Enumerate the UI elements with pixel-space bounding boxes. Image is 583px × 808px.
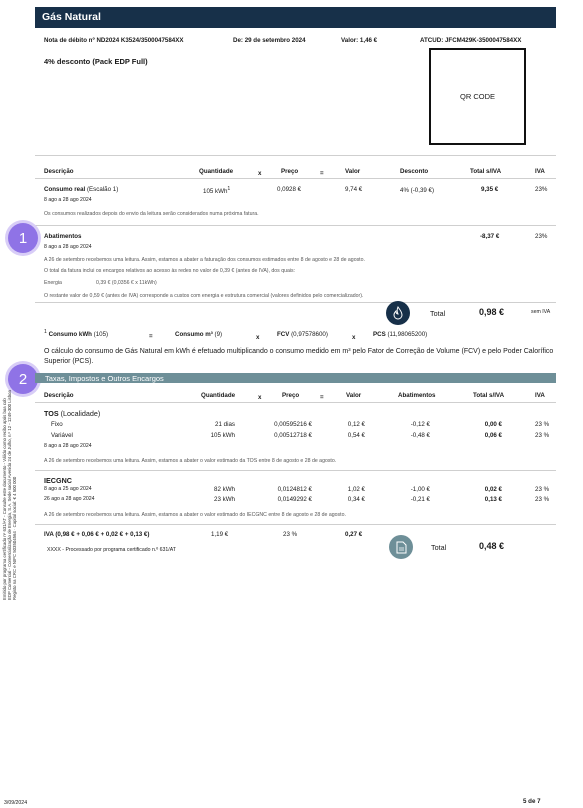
abatimentos-label: Abatimentos [44, 233, 82, 240]
formula-x1: x [256, 334, 260, 341]
consumo-discount: 4% (-0,39 €) [400, 187, 435, 194]
iecgnc-r1-abat: -1,00 € [410, 486, 430, 493]
iecgnc-r2-price: 0,0149292 € [277, 496, 312, 503]
tos-var-value: 0,54 € [347, 432, 365, 439]
abatimentos-iva: 23% [535, 233, 548, 240]
col-value: Valor [345, 168, 361, 175]
tax-col-x: x [258, 394, 262, 401]
iecgnc-r1-price: 0,0124812 € [277, 486, 312, 493]
iecgnc-period-2: 26 ago a 28 ago 2024 [44, 496, 95, 502]
tax-col-qty: Quantidade [201, 392, 236, 399]
total-label: Total [430, 309, 446, 318]
iecgnc-r2-abat: -0,21 € [410, 496, 430, 503]
formula-explanation: O cálculo do consumo de Gás Natural em kWh é efetuado multiplicando o consumo medido em m³ pelo Fator de Correção de Volume (FCV) e pelo Poder Calorífico Superior (PCS). [44, 348, 554, 365]
tax-col-value: Valor [346, 392, 362, 399]
tax-col-iva: IVA [535, 392, 545, 399]
tos-var-iva: 23 % [535, 432, 550, 439]
tos-fixo-abat: -0,12 € [410, 421, 430, 428]
atcud-code: ATCUD: JFCM429K-3500047584XX [420, 37, 522, 44]
formula-m3: Consumo m³ (9) [175, 331, 223, 338]
grand-total-value: 0,48 € [479, 541, 505, 551]
marker-2: 2 [8, 364, 38, 394]
col-price: Preço [281, 168, 299, 175]
iecgnc-r1-total: 0,02 € [484, 486, 502, 493]
iva-rate: 23 % [283, 531, 298, 538]
iecgnc-label: IECGNC [44, 476, 72, 485]
legal-side-text [2, 390, 17, 600]
iecgnc-r1-iva: 23 % [535, 486, 550, 493]
abatimentos-total: -8,37 € [480, 233, 500, 240]
iva-label: IVA (0,98 € + 0,06 € + 0,02 € + 0,13 €) [44, 531, 150, 538]
consumo-note: Os consumos realizados depois do envio da leitura serão considerados numa próxima fatura. [44, 211, 259, 217]
flame-icon [386, 301, 410, 325]
col-x: x [258, 170, 262, 177]
certificate-note: XXXX - Processado por programa certificado n.º 631/AT [47, 547, 176, 553]
energia-label: Energia [44, 280, 62, 286]
abatimentos-period: 8 ago a 28 ago 2024 [44, 244, 92, 250]
tos-variavel: Variável [51, 432, 73, 439]
iva-value: 0,27 € [345, 531, 363, 538]
tos-var-qty: 105 kWh [210, 432, 235, 439]
tax-col-eq: = [320, 394, 324, 401]
tax-col-desc: Descrição [44, 392, 74, 399]
col-qty: Quantidade [199, 168, 234, 175]
tos-period: 8 ago a 28 ago 2024 [44, 443, 92, 449]
tax-col-abat: Abatimentos [398, 392, 436, 399]
tos-fixo-price: 0,00595216 € [274, 421, 312, 428]
tos-var-abat: -0,48 € [410, 432, 430, 439]
tos-label: TOS (Localidade) [44, 409, 101, 418]
iecgnc-note: A 26 de setembro recebemos uma leitura. Assim, estamos a abater o valor estimado do IECGNC entre 8 de agosto e 28 de agosto. [44, 512, 346, 518]
abatimentos-note-1: A 26 de setembro recebemos uma leitura. Assim, estamos a abater a faturação dos consumos estimados entre 8 de agosto e 28 de agosto. [44, 257, 365, 263]
consumo-qty: 105 kWh$^1$ [203, 186, 231, 196]
formula-eq: = [149, 333, 153, 340]
col-total: Total s/IVA [470, 168, 502, 175]
consumo-period: 8 ago a 28 ago 2024 [44, 197, 92, 203]
qr-label: QR CODE [459, 92, 495, 101]
abatimentos-note-3: O restante valor de 0,59 € (antes de IVA) corresponde a custos com energia e estrutura comercial (valores definidos pelo comercializador). [44, 293, 364, 299]
formula-pcs: PCS (11,98065200) [373, 331, 428, 338]
qr-code [429, 48, 526, 145]
col-eq: = [320, 170, 324, 177]
iecgnc-period-1: 8 ago a 25 ago 2024 [44, 486, 92, 492]
tos-fixo-total: 0,00 € [484, 421, 502, 428]
invoice-number: Nota de débito nº ND2024 K3524/3500047584XX [44, 37, 184, 44]
col-discount: Desconto [400, 168, 429, 175]
legal-line-3: Registo na CRC e NIPC 503504564 · Capital social: € 4 500 000 [12, 476, 17, 600]
invoice-date: De: 29 de setembro 2024 [233, 37, 306, 44]
iecgnc-r1-qty: 82 kWh [214, 486, 235, 493]
tax-col-total: Total s/IVA [473, 392, 505, 399]
consumo-iva: 23% [535, 186, 548, 193]
consumo-value: 9,74 € [345, 186, 363, 193]
iecgnc-r2-iva: 23 % [535, 496, 550, 503]
invoice-value: Valor: 1,46 € [341, 37, 378, 44]
tos-note: A 26 de setembro recebemos uma leitura. Assim, estamos a abater o valor estimado da TOS entre 8 de agosto e 28 de agosto. [44, 458, 337, 464]
total-value: 0,98 € [479, 307, 505, 317]
tos-fixo-iva: 23 % [535, 421, 550, 428]
taxes-section-title: Taxas, Impostos e Outros Encargos [35, 373, 556, 383]
iecgnc-r1-value: 1,02 € [347, 486, 365, 493]
marker-1: 1 [8, 223, 38, 253]
consumo-real-desc: Consumo real (Escalão 1) [44, 186, 119, 193]
page-number: 5 de 7 [523, 798, 541, 805]
tos-fixo: Fixo [51, 421, 63, 428]
tos-var-price: 0,00512718 € [274, 432, 312, 439]
col-iva: IVA [535, 168, 545, 175]
consumo-price: 0,0928 € [277, 186, 302, 193]
formula-fcv: FCV (0,97578600) [277, 331, 328, 338]
document-icon [389, 535, 413, 559]
iecgnc-r2-total: 0,13 € [484, 496, 502, 503]
section-header: Gás Natural [35, 7, 556, 28]
tos-fixo-value: 0,12 € [347, 421, 365, 428]
abatimentos-note-2: O total da fatura inclui os encargos relativos ao acesso às redes no valor de 0,39 € (antes de IVA), dos quais: [44, 268, 296, 274]
tax-col-price: Preço [282, 392, 300, 399]
legal-line-2: EDP Comercial - Comercialização de Energia, S.A. Sede social Avenida 24 de Julho, n.º 12 - 1249-300 Lisboa [7, 390, 12, 600]
col-desc: Descrição [44, 168, 74, 175]
discount-note: 4% desconto (Pack EDP Full) [44, 57, 148, 66]
formula-x2: x [352, 334, 356, 341]
formula-kwh: $^1$ Consumo kWh (105) [44, 329, 109, 339]
iecgnc-r2-qty: 23 kWh [214, 496, 235, 503]
consumo-total: 9,35 € [481, 186, 499, 193]
energia-value: 0,39 € (0,0356 € x 11kWh) [96, 280, 157, 286]
iecgnc-r2-value: 0,34 € [347, 496, 365, 503]
iva-base: 1,19 € [211, 531, 229, 538]
footer-date: 3/09/2024 [4, 800, 28, 806]
tos-var-total: 0,06 € [484, 432, 502, 439]
sem-iva-label: sem IVA [531, 309, 551, 315]
tos-fixo-qty: 21 dias [215, 421, 235, 428]
grand-total-label: Total [431, 543, 447, 552]
legal-line-1: Emitido por programa certificado nº 631/AT - Consulte este documento - Válido como recibo após boa cob [2, 398, 7, 600]
